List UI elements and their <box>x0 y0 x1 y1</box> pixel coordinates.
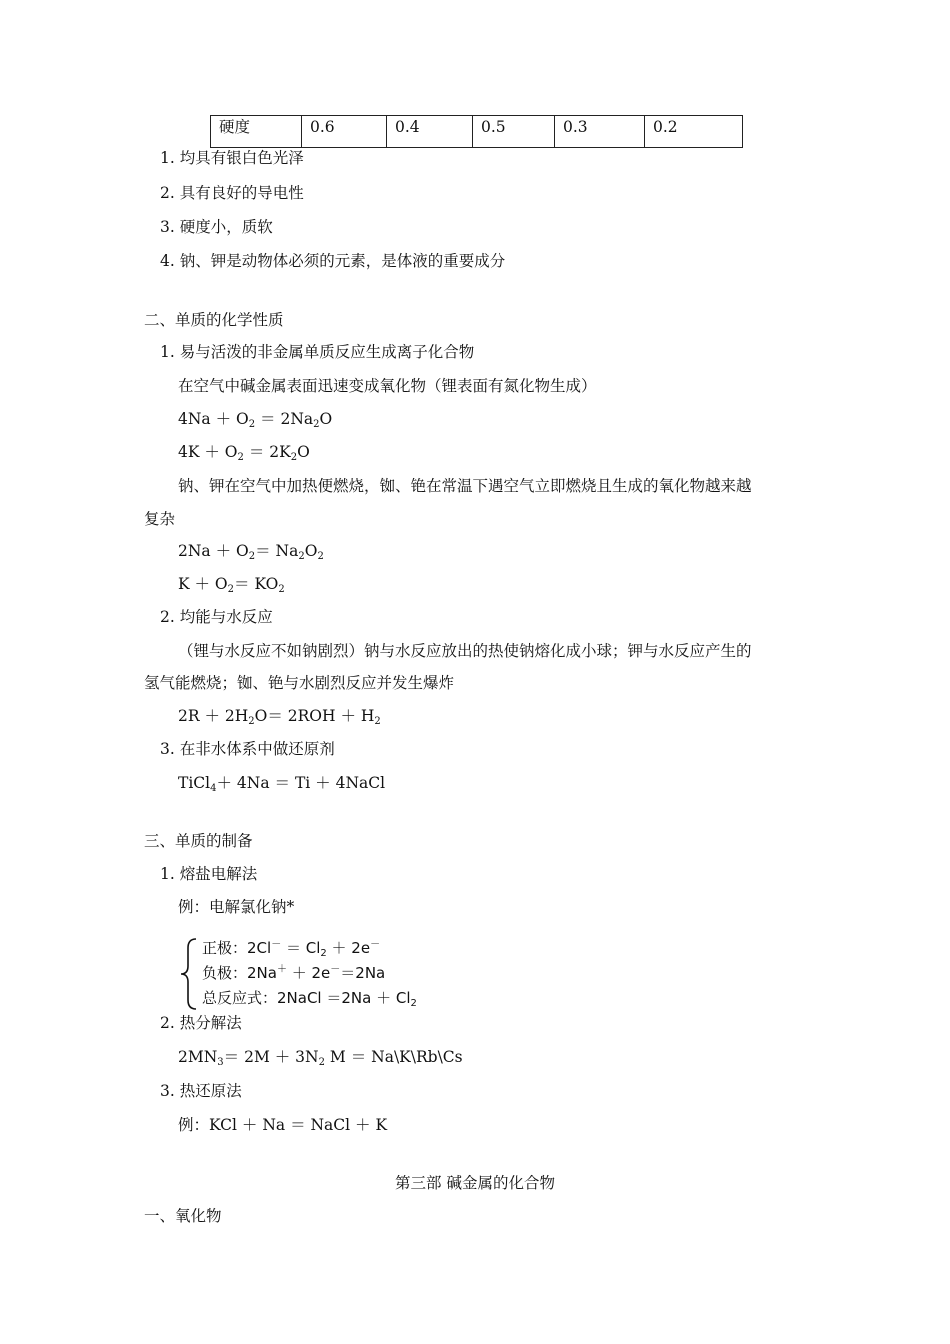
paragraph: 例：电解氯化钠* <box>178 898 295 916</box>
table-cell: 0.2 <box>645 116 743 148</box>
equation: TiCl$_4$＋ 4Na ＝ Ti ＋ 4NaCl <box>178 774 386 794</box>
equation: $2Na + O_2= Na_2O_2$ <box>178 542 324 562</box>
list-item: 1. 易与活泼的非金属单质反应生成离子化合物 <box>160 343 475 361</box>
list-item: 1. 均具有银白色光泽 <box>160 149 304 167</box>
electrolysis-equations <box>178 936 478 1012</box>
list-item: 2. 具有良好的导电性 <box>160 184 304 202</box>
equation: $4K + O_2 = 2K_2O$ <box>178 443 310 463</box>
list-item: 2. 热分解法 <box>160 1014 242 1032</box>
equation: $4Na + O_2 = 2Na_2O$ <box>178 410 333 430</box>
table-cell: 0.3 <box>555 116 645 148</box>
part-title: 第三部 碱金属的化合物 <box>395 1174 555 1192</box>
list-item: 1. 熔盐电解法 <box>160 865 258 883</box>
section-heading: 一、氧化物 <box>144 1207 222 1225</box>
paragraph: 氢气能燃烧；铷、铯与水剧烈反应并发生爆炸 <box>144 674 455 692</box>
paragraph: （锂与水反应不如钠剧烈）钠与水反应放出的热使钠熔化成小球；钾与水反应产生的 <box>178 642 752 660</box>
table-row-label: 硬度 <box>211 116 302 148</box>
cathode-equation: 负极：2Na＋ ＋ 2e－＝2Na <box>202 964 386 982</box>
list-item: 4. 钠、钾是动物体必须的元素，是体液的重要成分 <box>160 252 506 270</box>
equation: $2MN_3= 2M + 3N_2$ M ＝ Na\K\Rb\Cs <box>178 1048 463 1068</box>
paragraph: 钠、钾在空气中加热便燃烧，铷、铯在常温下遇空气立即燃烧且生成的氧化物越来越 <box>178 477 752 495</box>
equation: 例：KCl ＋ Na ＝ NaCl ＋ K <box>178 1116 388 1134</box>
paragraph: 复杂 <box>144 510 176 528</box>
hardness-table <box>210 115 743 148</box>
list-item: 2. 均能与水反应 <box>160 608 273 626</box>
section-heading: 三、单质的制备 <box>144 832 253 850</box>
anode-equation: 正极：$2Cl^- = Cl_2 + 2e^-$ <box>202 939 381 959</box>
table-cell: 0.6 <box>302 116 387 148</box>
curly-brace-icon <box>178 936 200 1012</box>
total-equation: 总反应式：2NaCl $=2Na + Cl_2$ <box>202 989 417 1009</box>
list-item: 3. 在非水体系中做还原剂 <box>160 740 335 758</box>
paragraph: 在空气中碱金属表面迅速变成氧化物（锂表面有氮化物生成） <box>178 377 597 395</box>
section-heading: 二、单质的化学性质 <box>144 311 284 329</box>
equation: $K + O_2= KO_2$ <box>178 575 285 595</box>
list-item: 3. 硬度小，质软 <box>160 218 273 236</box>
table-cell: 0.4 <box>387 116 473 148</box>
table-row <box>211 116 743 148</box>
list-item: 3. 热还原法 <box>160 1082 242 1100</box>
table-cell: 0.5 <box>473 116 555 148</box>
equation: $2R + 2H_2O= 2ROH + H_2$ <box>178 707 381 727</box>
